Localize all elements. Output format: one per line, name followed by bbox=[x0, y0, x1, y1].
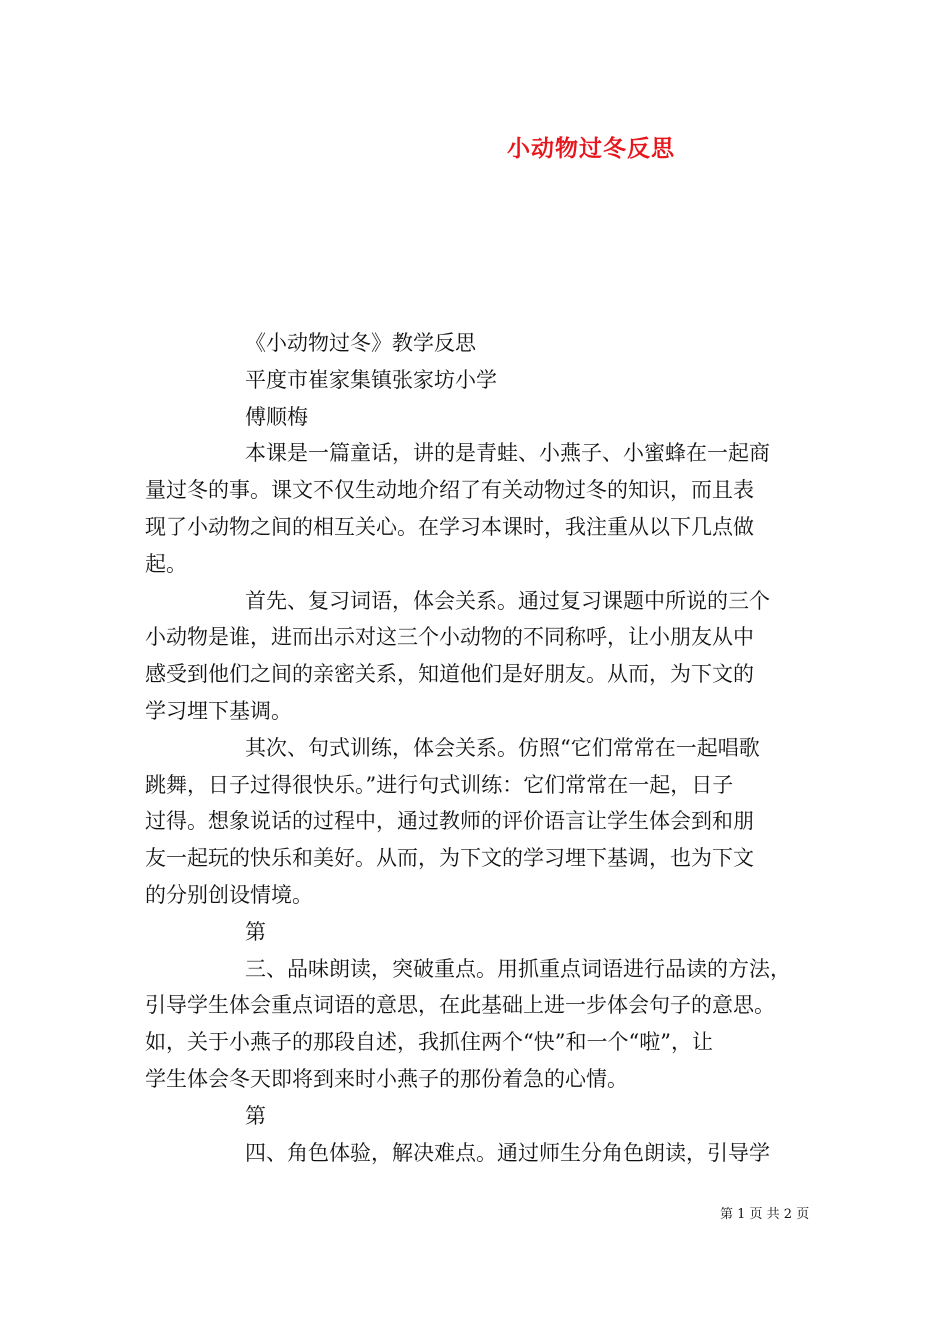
document-title: 小动物过冬反思 bbox=[507, 135, 675, 162]
text-line: 友一起玩的快乐和美好。从而，为下文的学习埋下基调，也为下文 bbox=[145, 846, 754, 871]
text-line: 第 bbox=[245, 919, 266, 944]
text-line: 本课是一篇童话，讲的是青蛙、小燕子、小蜜蜂在一起商 bbox=[245, 441, 770, 466]
text-line: 四、角色体验，解决难点。通过师生分角色朗读，引导学 bbox=[245, 1140, 770, 1165]
page-footer: 第 1 页 共 2 页 bbox=[720, 1207, 810, 1222]
text-line: 如，关于小燕子的那段自述，我抓住两个“快”和一个“啦”，让 bbox=[145, 1030, 713, 1055]
text-line: 学生体会冬天即将到来时小燕子的那份着急的心情。 bbox=[145, 1066, 628, 1091]
text-line: 傅顺梅 bbox=[245, 404, 308, 429]
text-line: 引导学生体会重点词语的意思，在此基础上进一步体会句子的意思。 bbox=[145, 993, 775, 1018]
text-line: 过得。想象说话的过程中，通过教师的评价语言让学生体会到和朋 bbox=[145, 809, 754, 834]
document-body bbox=[145, 325, 810, 1171]
text-line: 跳舞，日子过得很快乐。”进行句式训练：它们常常在一起，日子 bbox=[145, 772, 734, 797]
text-line: 感受到他们之间的亲密关系，知道他们是好朋友。从而，为下文的 bbox=[145, 662, 754, 687]
text-line: 其次、句式训练，体会关系。仿照“它们常常在一起唱歌 bbox=[245, 735, 760, 760]
text-line: 小动物是谁，进而出示对这三个小动物的不同称呼，让小朋友从中 bbox=[145, 625, 754, 650]
text-line: 现了小动物之间的相互关心。在学习本课时，我注重从以下几点做 bbox=[145, 514, 754, 539]
text-line: 三、品味朗读，突破重点。用抓重点词语进行品读的方法， bbox=[245, 956, 791, 981]
text-line: 首先、复习词语，体会关系。通过复习课题中所说的三个 bbox=[245, 588, 770, 613]
text-line: 的分别创设情境。 bbox=[145, 882, 313, 907]
text-line: 学习埋下基调。 bbox=[145, 698, 292, 723]
text-line: 起。 bbox=[145, 551, 187, 576]
text-line: 第 bbox=[245, 1103, 266, 1128]
text-line: 量过冬的事。课文不仅生动地介绍了有关动物过冬的知识，而且表 bbox=[145, 478, 754, 503]
text-line: 《小动物过冬》教学反思 bbox=[245, 331, 476, 355]
text-line: 平度市崔家集镇张家坊小学 bbox=[245, 367, 497, 392]
